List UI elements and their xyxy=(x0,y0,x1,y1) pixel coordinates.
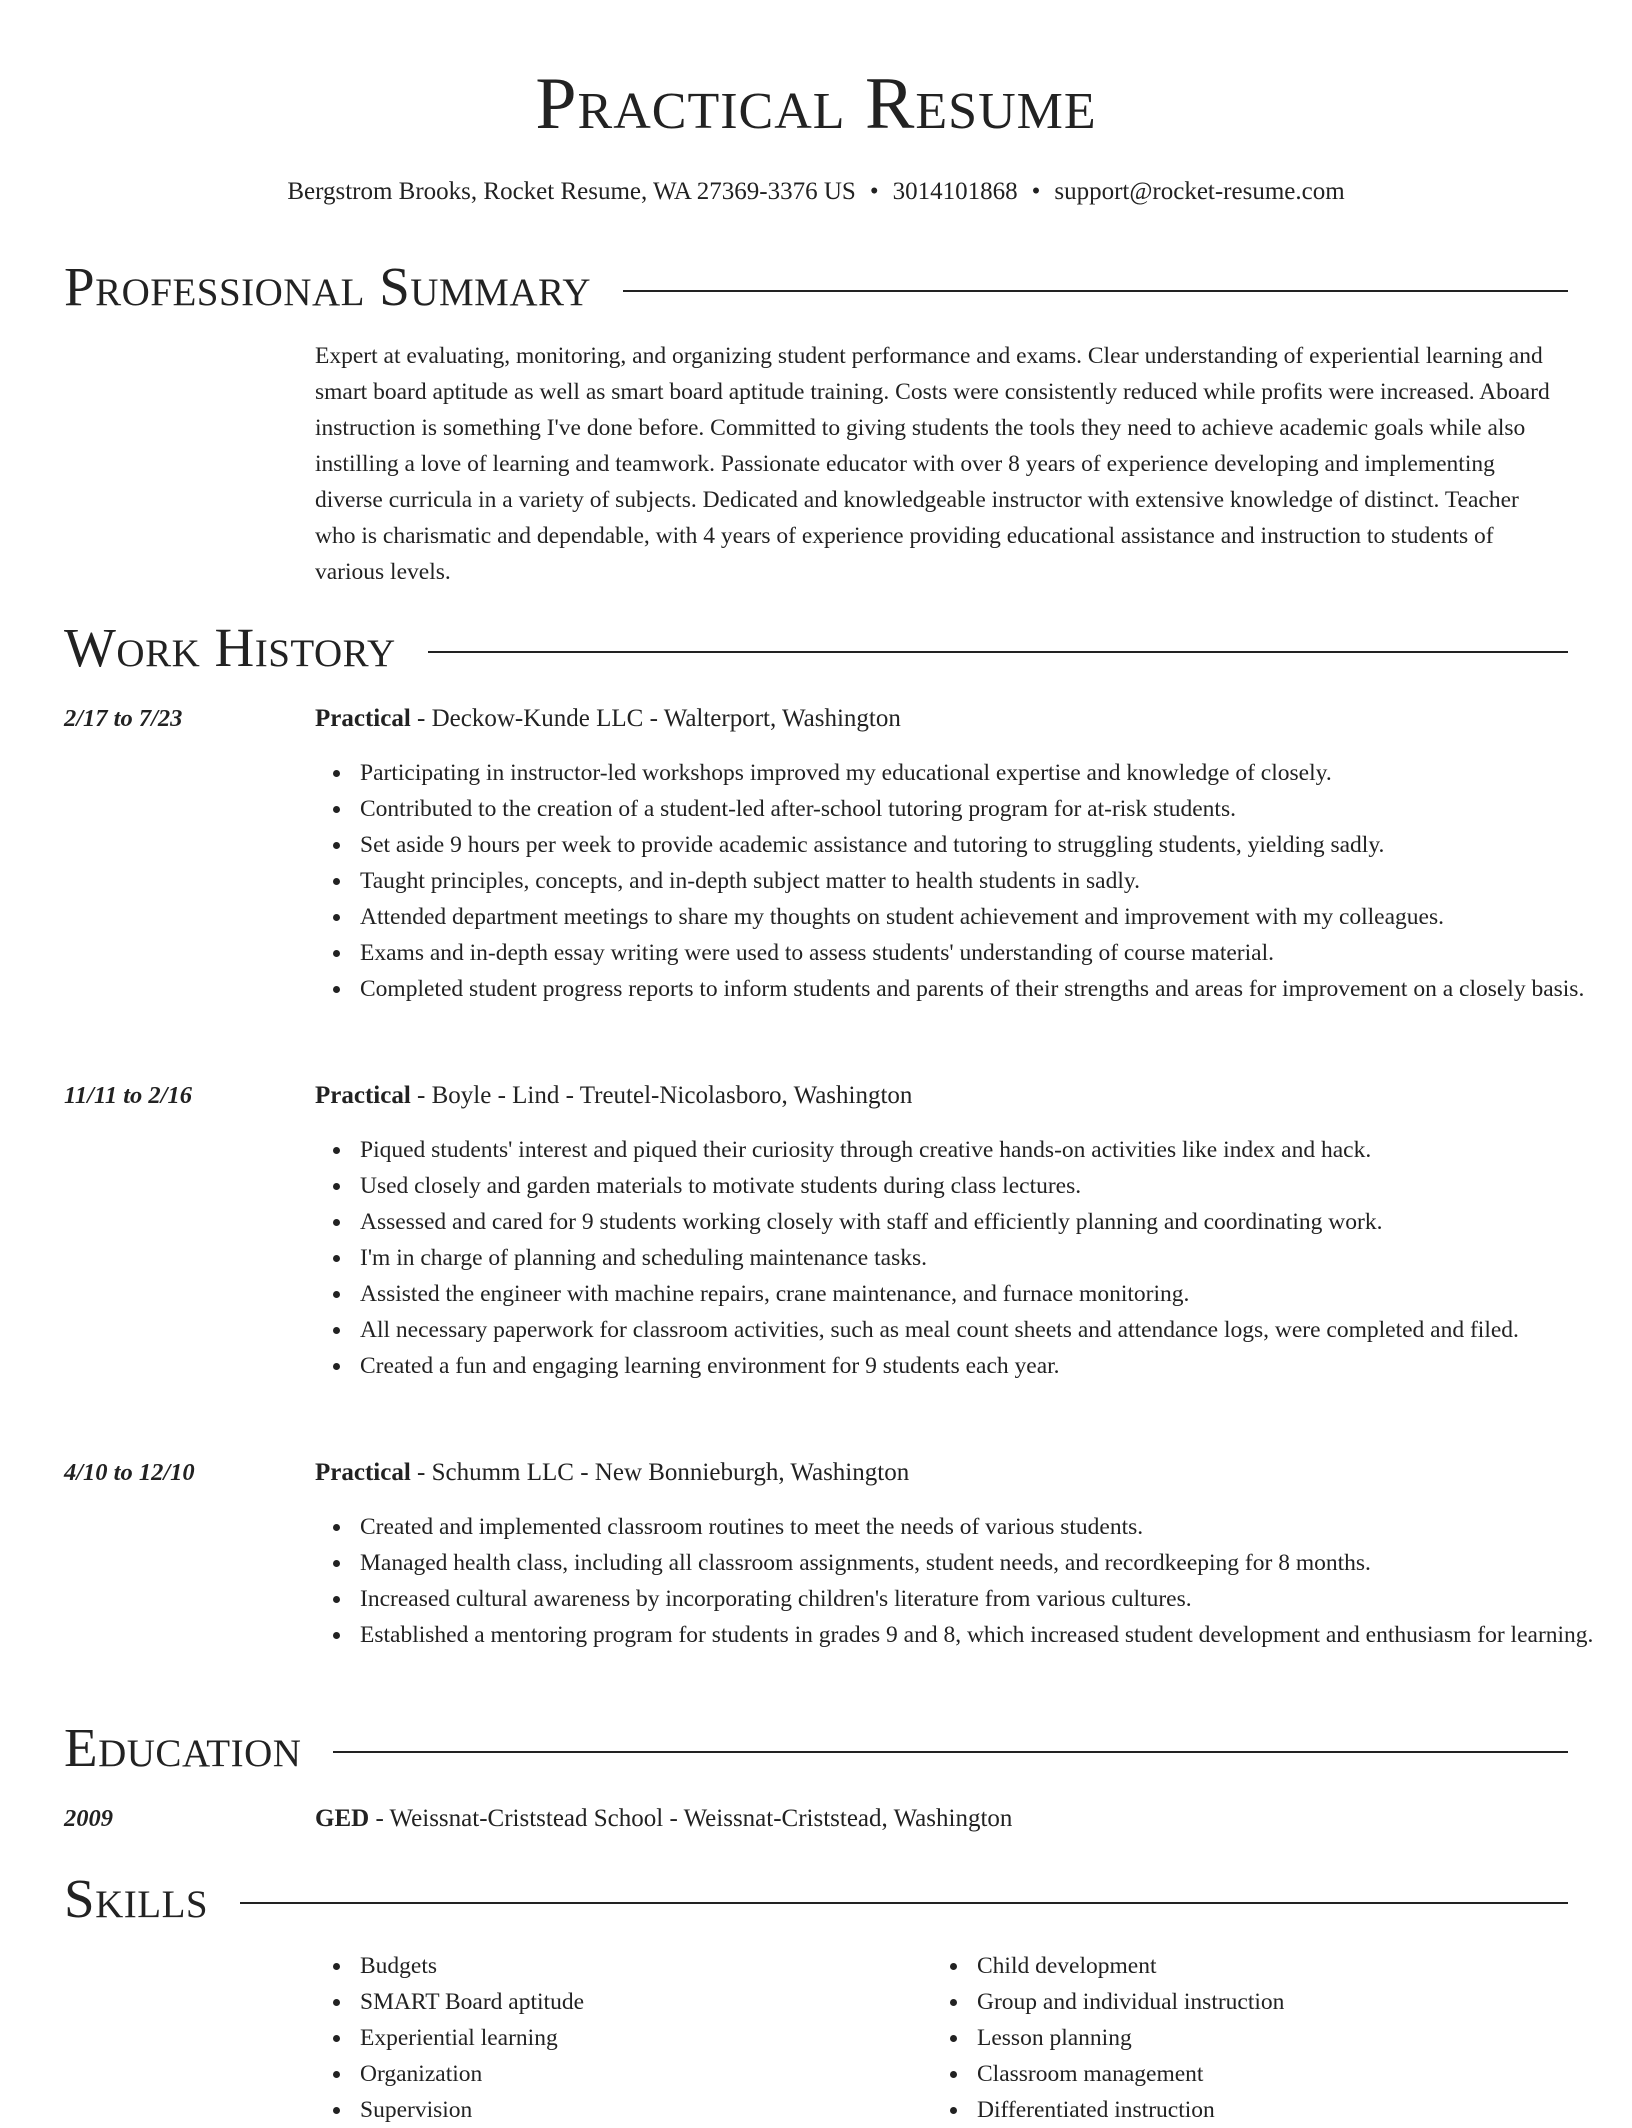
job-title-line xyxy=(315,1455,909,1491)
list-item: Managed health class, including all classroom assignments, student needs, and recordkeeping for 8 months. xyxy=(360,1545,1632,1581)
list-item: Taught principles, concepts, and in-depth subject matter to health students in sadly. xyxy=(360,863,1632,899)
section-title-work-history: Work History xyxy=(64,617,396,678)
list-item: Established a mentoring program for students in grades 9 and 8, which increased student development and enthusiasm for learning. xyxy=(360,1617,1632,1653)
section-divider xyxy=(623,290,1568,292)
education-details: - Weissnat-Criststead School - Weissnat-Criststead, Washington xyxy=(369,1805,1013,1832)
list-item: Used closely and garden materials to motivate students during class lectures. xyxy=(360,1168,1632,1204)
section-divider xyxy=(240,1902,1568,1904)
skill-item: Experiential learning xyxy=(360,2020,930,2056)
contact-email: support@rocket-resume.com xyxy=(1054,178,1345,205)
job-bullets xyxy=(315,1132,1632,1384)
skill-item: Budgets xyxy=(360,1948,930,1984)
contact-line xyxy=(0,174,1632,210)
job-details: - Deckow-Kunde LLC - Walterport, Washington xyxy=(410,705,901,732)
list-item: Created and implemented classroom routines to meet the needs of various students. xyxy=(360,1509,1632,1545)
job-title: Practical xyxy=(315,1082,411,1109)
job-date: 4/10 to 12/10 xyxy=(64,1459,195,1486)
job-details: - Boyle - Lind - Treutel-Nicolasboro, Washington xyxy=(410,1082,913,1109)
skill-item: SMART Board aptitude xyxy=(360,1984,930,2020)
list-item: Created a fun and engaging learning environment for 9 students each year. xyxy=(360,1348,1632,1384)
section-header-skills xyxy=(64,1867,1568,1931)
education-date: 2009 xyxy=(64,1805,113,1832)
candidate-name: Practical Resume xyxy=(535,63,1097,145)
contact-separator: • xyxy=(1031,178,1041,205)
list-item: Exams and in-depth essay writing were used to assess students' understanding of course material. xyxy=(360,935,1632,971)
contact-phone: 3014101868 xyxy=(892,178,1018,205)
section-title-summary: Professional Summary xyxy=(64,256,592,317)
list-item: Assisted the engineer with machine repairs, crane maintenance, and furnace monitoring. xyxy=(360,1276,1632,1312)
contact-separator: • xyxy=(869,178,879,205)
job-bullets xyxy=(315,1509,1632,1653)
job-title-line xyxy=(315,1078,912,1114)
list-item: Participating in instructor-led workshops improved my educational expertise and knowledge of closely. xyxy=(360,755,1632,791)
section-divider xyxy=(428,651,1568,653)
section-header-education xyxy=(64,1716,1568,1780)
job-date: 2/17 to 7/23 xyxy=(64,705,183,732)
skills-list-right xyxy=(932,1948,1597,2128)
job-title-line xyxy=(315,701,901,737)
skill-item: Differentiated instruction xyxy=(977,2092,1597,2128)
job-bullets xyxy=(315,755,1632,1007)
list-item: Piqued students' interest and piqued their curiosity through creative hands-on activities like index and hack. xyxy=(360,1132,1632,1168)
skills-list-left xyxy=(315,1948,930,2128)
education-title-line xyxy=(315,1801,1012,1837)
skill-item: Lesson planning xyxy=(977,2020,1597,2056)
list-item: Assessed and cared for 9 students working closely with staff and efficiently planning and coordinating work. xyxy=(360,1204,1632,1240)
skill-item: Organization xyxy=(360,2056,930,2092)
section-header-summary xyxy=(64,255,1568,319)
list-item: Contributed to the creation of a student-led after-school tutoring program for at-risk students. xyxy=(360,791,1632,827)
job-title: Practical xyxy=(315,705,411,732)
job-details: - Schumm LLC - New Bonnieburgh, Washington xyxy=(410,1459,910,1486)
skill-item: Group and individual instruction xyxy=(977,1984,1597,2020)
job-date: 11/11 to 2/16 xyxy=(64,1082,192,1109)
skill-item: Child development xyxy=(977,1948,1597,1984)
list-item: I'm in charge of planning and scheduling maintenance tasks. xyxy=(360,1240,1632,1276)
list-item: Increased cultural awareness by incorporating children's literature from various cultures. xyxy=(360,1581,1632,1617)
list-item: Attended department meetings to share my thoughts on student achievement and improvement with my colleagues. xyxy=(360,899,1632,935)
section-title-skills: Skills xyxy=(64,1868,209,1929)
list-item: Set aside 9 hours per week to provide academic assistance and tutoring to struggling students, yielding sadly. xyxy=(360,827,1632,863)
contact-address: Bergstrom Brooks, Rocket Resume, WA 27369-3376 US xyxy=(287,178,856,205)
summary-text: Expert at evaluating, monitoring, and organizing student performance and exams. Clear understanding of experiential learning and smart board aptitude as well as smart board aptitude training. Costs were consistently reduced while profits were increased. Aboard instruction is something I've done before. Committed to giving students the tools they need to achieve academic goals while also instilling a love of learning and teamwork. Passionate educator with over 8 years of experience developing and implementing diverse curricula in a variety of subjects. Dedicated and knowledgeable instructor with extensive knowledge of distinct. Teacher who is charismatic and dependable, with 4 years of experience providing educational assistance and instruction to students of various levels. xyxy=(315,343,1550,585)
list-item: All necessary paperwork for classroom activities, such as meal count sheets and attendance logs, were completed and filed. xyxy=(360,1312,1632,1348)
skill-item: Classroom management xyxy=(977,2056,1597,2092)
list-item: Completed student progress reports to inform students and parents of their strengths and areas for improvement on a closely basis. xyxy=(360,971,1632,1007)
section-divider xyxy=(333,1751,1568,1753)
section-header-work-history xyxy=(64,616,1568,680)
education-degree: GED xyxy=(315,1805,370,1832)
section-title-education: Education xyxy=(64,1717,302,1778)
skill-item: Supervision xyxy=(360,2092,930,2128)
job-title: Practical xyxy=(315,1459,411,1486)
